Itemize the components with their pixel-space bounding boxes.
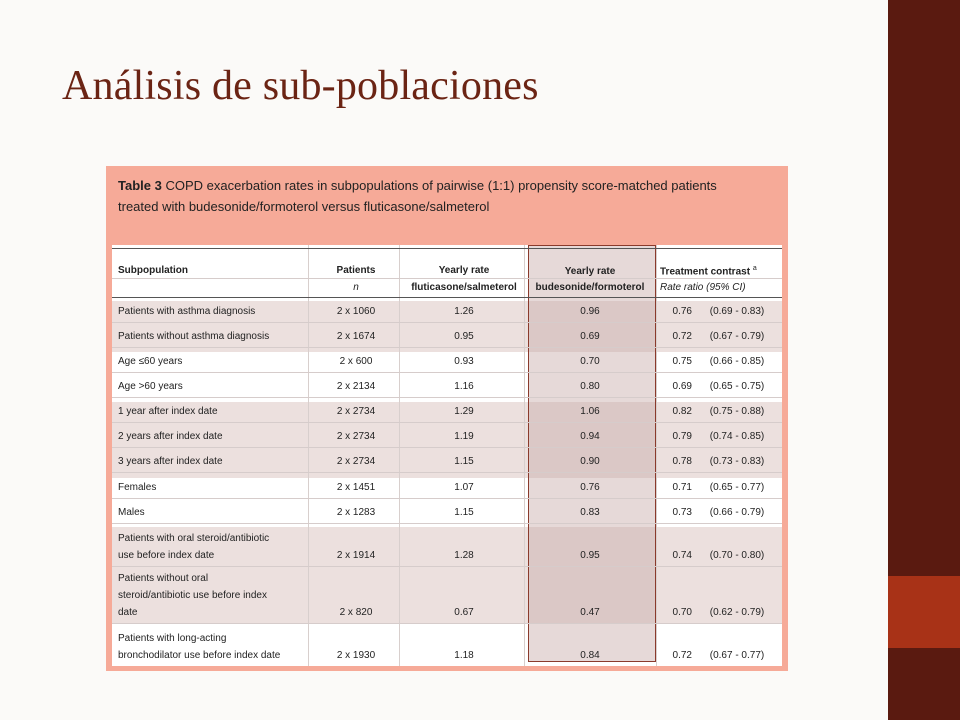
row-rule (112, 623, 782, 624)
row-label: steroid/antibiotic use before index (118, 590, 267, 601)
row-label: Females (118, 482, 157, 493)
header-contrast (660, 265, 757, 277)
row-label: Age >60 years (118, 381, 183, 392)
cell-rate-ratio: 0.72 (672, 650, 692, 661)
row-rule (112, 566, 782, 567)
header-bf-sub: budesonide/formoterol (535, 282, 645, 293)
cell-rate-ratio: 0.71 (672, 482, 692, 493)
cell-ci: (0.70 - 0.80) (709, 550, 765, 561)
cell-patients: 2 x 1930 (336, 650, 376, 661)
row-label: Age ≤60 years (118, 356, 183, 367)
cell-patients: 2 x 2734 (336, 456, 376, 467)
cell-ft-rate: 0.93 (454, 356, 474, 367)
cell-bf-rate: 0.47 (580, 607, 600, 618)
cell-ci: (0.75 - 0.88) (709, 406, 765, 417)
slide-title: Análisis de sub-poblaciones (62, 63, 539, 109)
cell-rate-ratio: 0.82 (672, 406, 692, 417)
column-divider (524, 245, 525, 666)
cell-rate-ratio: 0.78 (672, 456, 692, 467)
cell-patients: 2 x 1283 (336, 507, 376, 518)
cell-bf-rate: 0.90 (580, 456, 600, 467)
header-ft-sub: fluticasone/salmeterol (411, 282, 517, 293)
row-label: Patients without oral (118, 573, 209, 584)
cell-ft-rate: 1.18 (454, 650, 474, 661)
cell-ci: (0.66 - 0.85) (709, 356, 765, 367)
cell-ci: (0.66 - 0.79) (709, 507, 765, 518)
cell-ci: (0.65 - 0.77) (709, 482, 765, 493)
cell-ft-rate: 0.95 (454, 331, 474, 342)
cell-patients: 2 x 2734 (336, 406, 376, 417)
header-patients-n: n (353, 282, 359, 293)
header-contrast-sup: a (752, 265, 757, 272)
header-subpopulation: Subpopulation (118, 265, 188, 276)
caption-text: COPD exacerbation rates in subpopulations of pairwise (1:1) propensity score-matched patients treated with budesonide/formoterol versus fluticasone/salmeterol (118, 178, 717, 214)
header-ft: Yearly rate (438, 265, 490, 276)
cell-patients: 2 x 1060 (336, 306, 376, 317)
cell-patients: 2 x 2134 (336, 381, 376, 392)
cell-ft-rate: 1.28 (454, 550, 474, 561)
cell-bf-rate: 0.95 (580, 550, 600, 561)
row-rule (112, 397, 782, 398)
cell-rate-ratio: 0.74 (672, 550, 692, 561)
header-rule (112, 297, 782, 298)
cell-ci: (0.69 - 0.83) (709, 306, 765, 317)
cell-ci: (0.67 - 0.79) (709, 331, 765, 342)
row-rule (112, 498, 782, 499)
cell-rate-ratio: 0.76 (672, 306, 692, 317)
cell-ft-rate: 1.07 (454, 482, 474, 493)
row-label: Patients with oral steroid/antibiotic (118, 533, 270, 544)
cell-patients: 2 x 1451 (336, 482, 376, 493)
column-divider (399, 245, 400, 666)
cell-rate-ratio: 0.79 (672, 431, 692, 442)
cell-ft-rate: 0.67 (454, 607, 474, 618)
cell-ci: (0.62 - 0.79) (709, 607, 765, 618)
cell-patients: 2 x 2734 (336, 431, 376, 442)
cell-bf-rate: 0.76 (580, 482, 600, 493)
cell-patients: 2 x 600 (339, 356, 373, 367)
row-label: bronchodilator use before index date (118, 650, 281, 661)
row-rule (112, 347, 782, 348)
column-divider (308, 245, 309, 666)
cell-bf-rate: 0.84 (580, 650, 600, 661)
row-label: 3 years after index date (118, 456, 223, 467)
cell-ci: (0.74 - 0.85) (709, 431, 765, 442)
row-label: Patients with long-acting (118, 633, 227, 644)
cell-bf-rate: 0.69 (580, 331, 600, 342)
cell-rate-ratio: 0.70 (672, 607, 692, 618)
table-caption (118, 175, 758, 217)
row-label: 1 year after index date (118, 406, 218, 417)
row-label: 2 years after index date (118, 431, 223, 442)
cell-ft-rate: 1.15 (454, 456, 474, 467)
cell-ci: (0.65 - 0.75) (709, 381, 765, 392)
cell-patients: 2 x 1674 (336, 331, 376, 342)
row-rule (112, 422, 782, 423)
cell-rate-ratio: 0.73 (672, 507, 692, 518)
header-rule (112, 248, 782, 249)
row-rule (112, 472, 782, 473)
cell-bf-rate: 0.83 (580, 507, 600, 518)
cell-bf-rate: 1.06 (580, 406, 600, 417)
row-rule (112, 322, 782, 323)
header-rule (112, 278, 782, 279)
cell-bf-rate: 0.80 (580, 381, 600, 392)
row-rule (112, 523, 782, 524)
header-patients: Patients (336, 265, 376, 276)
cell-ci: (0.73 - 0.83) (709, 456, 765, 467)
sidebar-accent-block (888, 576, 960, 648)
header-contrast-sub: Rate ratio (95% CI) (660, 282, 746, 293)
caption-label: Table 3 (118, 178, 162, 193)
cell-rate-ratio: 0.75 (672, 356, 692, 367)
row-rule (112, 447, 782, 448)
row-rule (112, 372, 782, 373)
row-label: date (118, 607, 138, 618)
cell-bf-rate: 0.94 (580, 431, 600, 442)
header-bf: Yearly rate (564, 266, 616, 277)
cell-bf-rate: 0.70 (580, 356, 600, 367)
cell-patients: 2 x 820 (339, 607, 373, 618)
row-label: Males (118, 507, 145, 518)
data-table (112, 245, 782, 666)
cell-ft-rate: 1.16 (454, 381, 474, 392)
cell-ci: (0.67 - 0.77) (709, 650, 765, 661)
row-label: Patients without asthma diagnosis (118, 331, 270, 342)
cell-rate-ratio: 0.69 (672, 381, 692, 392)
cell-ft-rate: 1.26 (454, 306, 474, 317)
cell-rate-ratio: 0.72 (672, 331, 692, 342)
table-image (106, 166, 788, 671)
cell-ft-rate: 1.29 (454, 406, 474, 417)
cell-bf-rate: 0.96 (580, 306, 600, 317)
header-contrast-text: Treatment contrast (660, 266, 751, 278)
row-label: use before index date (118, 550, 215, 561)
cell-patients: 2 x 1914 (336, 550, 376, 561)
row-label: Patients with asthma diagnosis (118, 306, 256, 317)
cell-ft-rate: 1.15 (454, 507, 474, 518)
cell-ft-rate: 1.19 (454, 431, 474, 442)
